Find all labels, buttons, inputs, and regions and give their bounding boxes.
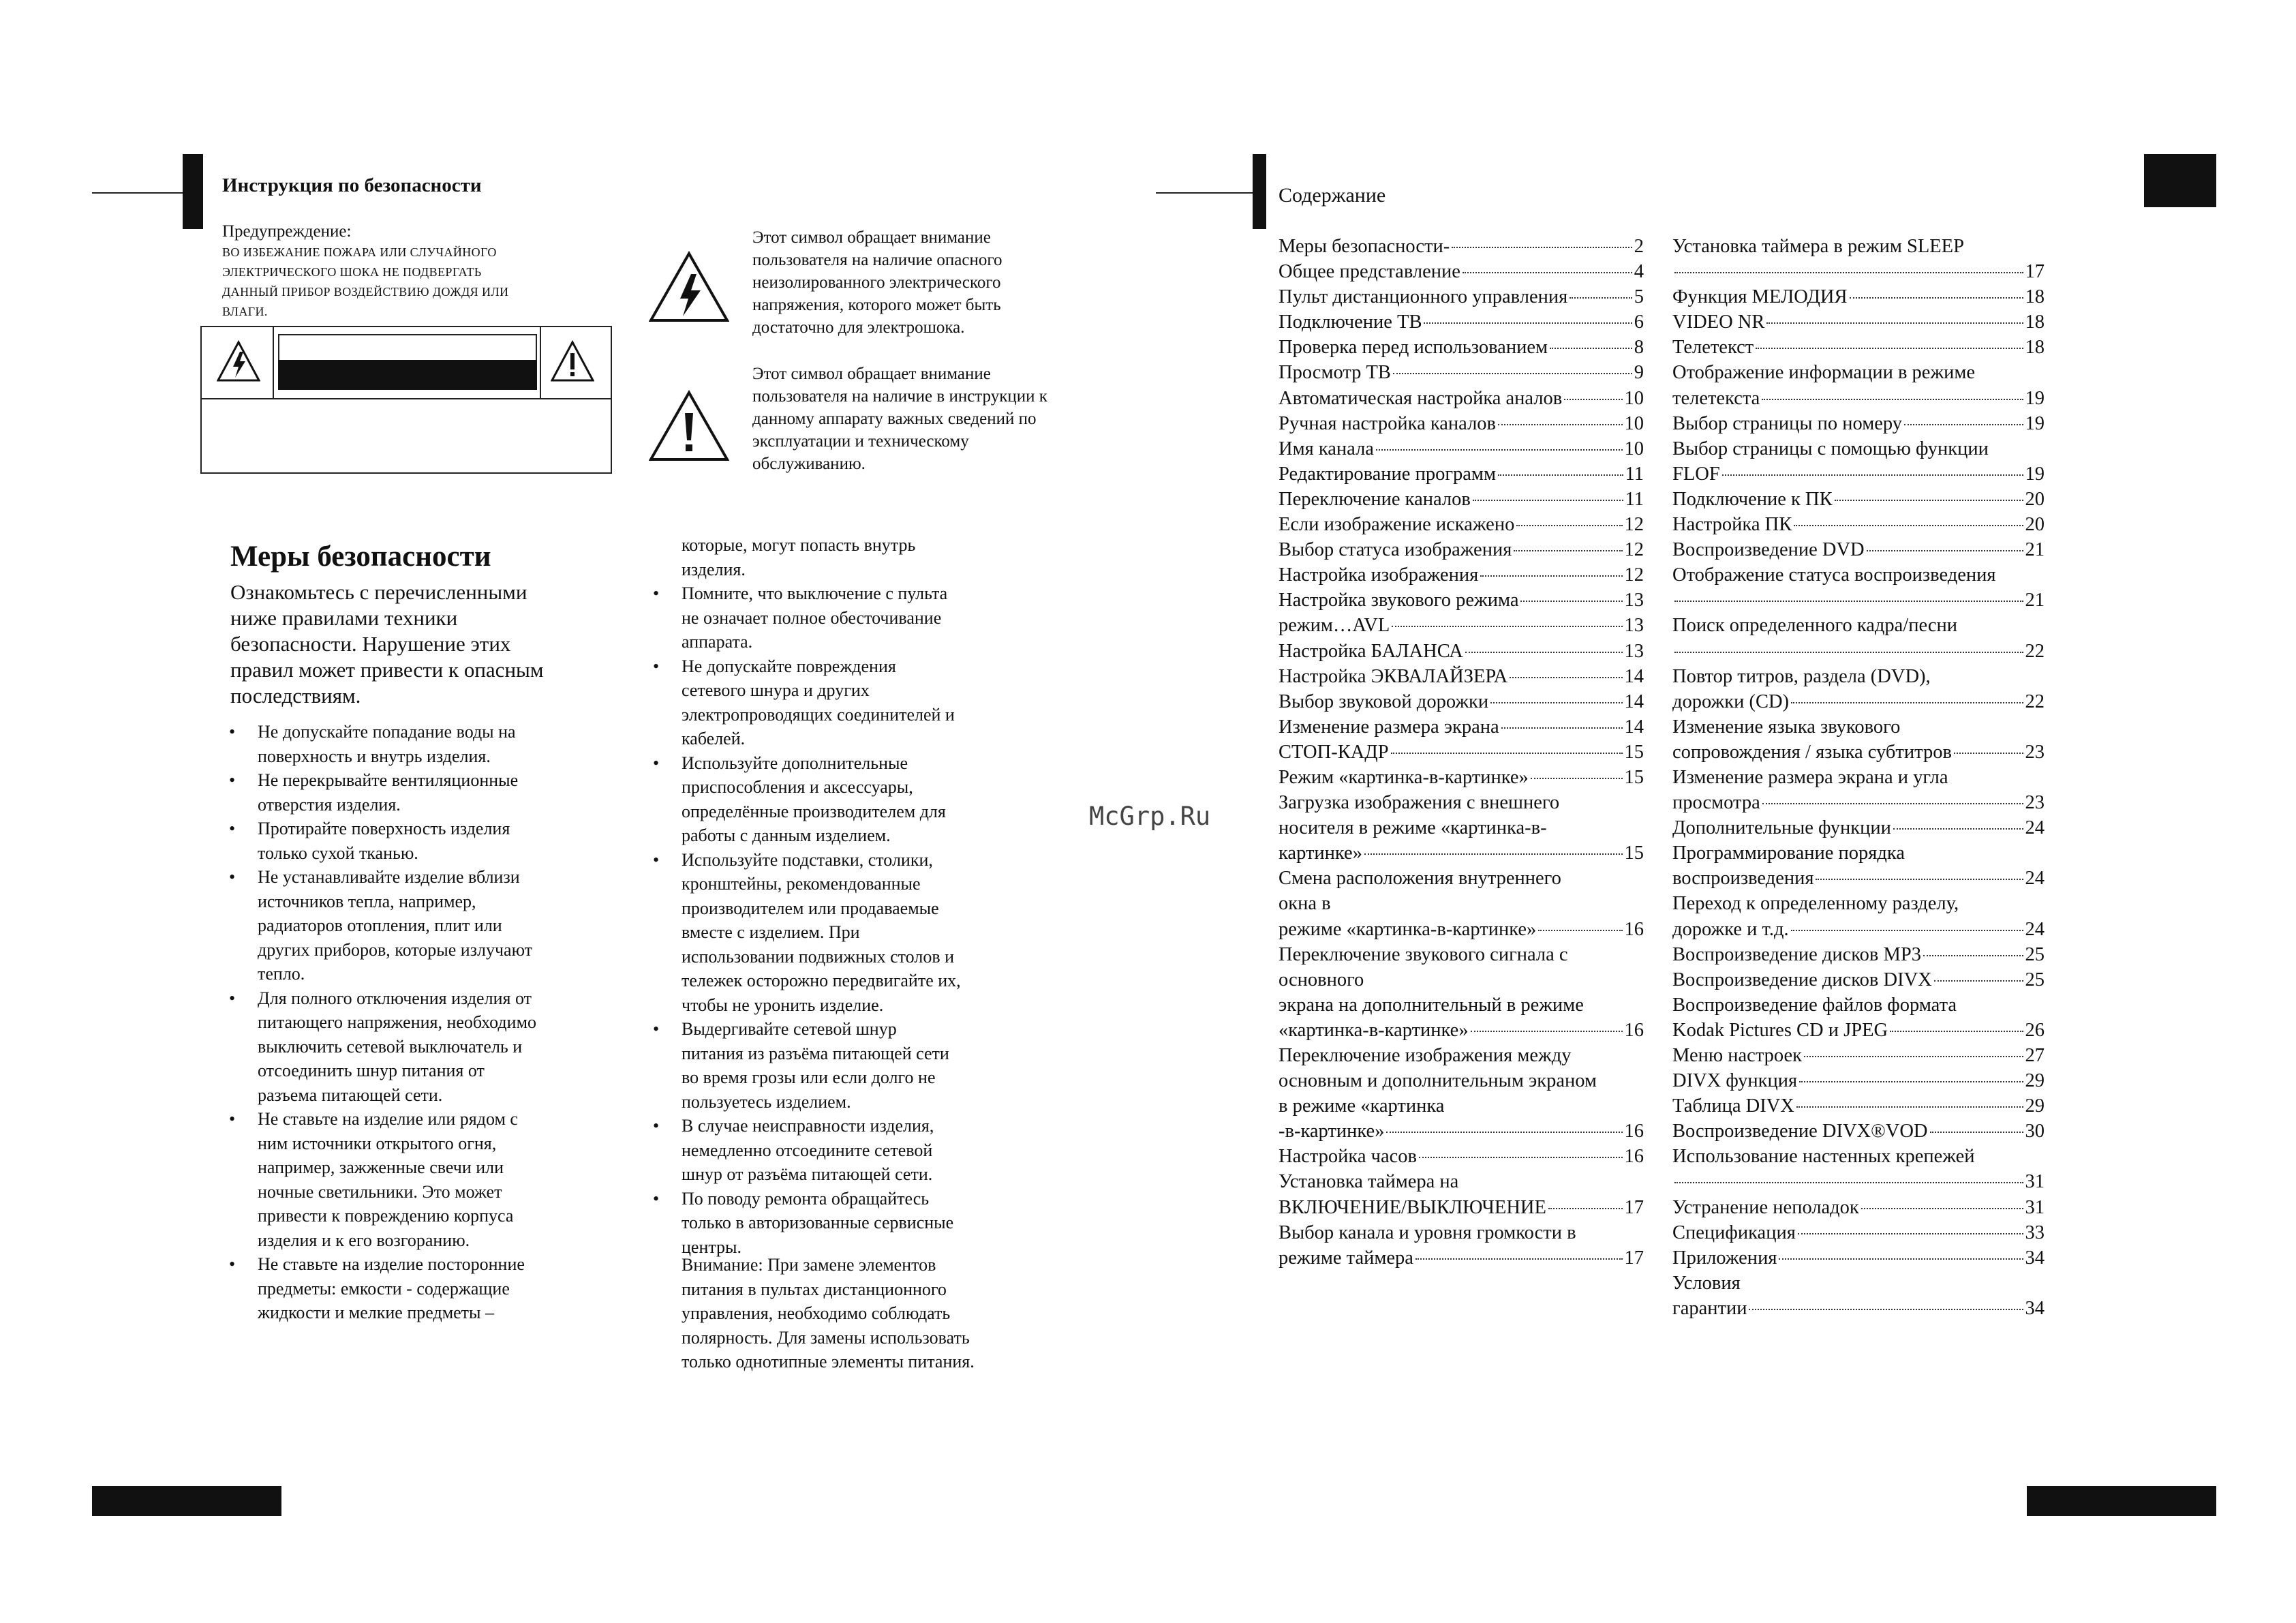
exclamation-symbol-text: Этот символ обращает внимание пользователя на наличие в инструкции к данному аппарату важных сведений по эксплуатации и техническому обслуживанию. <box>752 365 1047 473</box>
toc-entry[interactable] <box>1672 1197 2045 1222</box>
toc-entry[interactable] <box>1279 261 1644 286</box>
toc-entry-page: 19 <box>2025 412 2045 434</box>
header-bar-right <box>1253 154 1266 229</box>
toc-entry-page: 14 <box>1624 716 1644 738</box>
toc-entry[interactable] <box>1279 843 1644 868</box>
safety-bullets-col1 <box>229 720 611 1325</box>
toc-entry[interactable] <box>1279 337 1644 362</box>
toc-leader-dots <box>1762 803 2023 804</box>
toc-entry[interactable] <box>1672 1298 2045 1323</box>
toc-entry-page: 12 <box>1624 514 1644 536</box>
toc-entry-page: 23 <box>2025 792 2045 814</box>
toc-entry[interactable] <box>1672 868 2045 893</box>
toc-leader-dots <box>1867 550 2023 551</box>
toc-text-line: Переключение изображения между <box>1279 1045 1572 1066</box>
toc-leader-dots <box>1674 1182 2023 1183</box>
toc-leader-dots <box>1538 930 1622 931</box>
list-item: • Помните, что выключение с пульта не означает полное обесточивание аппарата. <box>653 581 1048 654</box>
toc-text-line: Отображение информации в режиме <box>1672 362 1976 384</box>
toc-text-line: Повтор титров, раздела (DVD), <box>1672 665 1931 687</box>
toc-entry-label: Переключение каналов <box>1279 488 1471 510</box>
header-rule-right <box>1156 192 1253 194</box>
toc-leader-dots <box>1674 272 2023 273</box>
toc-entry-label: картинке» <box>1279 843 1362 864</box>
toc-entry[interactable] <box>1672 1121 2045 1146</box>
toc-entry-label: Выбор звуковой дорожки <box>1279 691 1489 712</box>
toc-entry[interactable] <box>1672 817 2045 843</box>
toc-leader-dots <box>1393 373 1632 374</box>
toc-entry-page: 16 <box>1624 1019 1644 1041</box>
toc-entry-label: Kodak Pictures CD и JPEG <box>1672 1019 1888 1041</box>
toc-leader-dots <box>1473 500 1623 501</box>
toc-entry[interactable] <box>1672 691 2045 716</box>
toc-text-line: Программирование порядка <box>1672 843 1905 864</box>
corner-tab-right <box>2144 154 2216 207</box>
toc-entry-page: 26 <box>2025 1019 2045 1041</box>
toc-text-line: Использование настенных крепежей <box>1672 1146 1975 1168</box>
toc-text-line: Выбор канала и уровня громкости в <box>1279 1222 1576 1243</box>
toc-entry-label: Проверка перед использованием <box>1279 337 1548 359</box>
toc-entry-page: 19 <box>2025 463 2045 485</box>
toc-entry-page: 12 <box>1624 564 1644 586</box>
toc-entry-page: 25 <box>2025 969 2045 990</box>
toc-leader-dots <box>1791 930 2023 931</box>
toc-entry-label: Воспроизведение DVD <box>1672 539 1865 561</box>
toc-entry-label: Меры безопасности- <box>1279 236 1450 257</box>
toc-entry-page: 10 <box>1624 387 1644 409</box>
toc-entry[interactable] <box>1279 691 1644 716</box>
toc-leader-dots <box>1779 1258 2023 1260</box>
toc-entry-page: 22 <box>2025 640 2045 662</box>
toc-leader-dots <box>1391 753 1623 754</box>
toc-entry-label: Воспроизведение DIVX®VOD <box>1672 1121 1928 1142</box>
toc-entry-label: Настройка звукового режима <box>1279 590 1519 611</box>
toc-entry[interactable] <box>1279 716 1644 742</box>
toc-text-line: основного <box>1279 969 1364 990</box>
toc-entry-page: 15 <box>1624 741 1644 763</box>
toc-leader-dots <box>1550 348 1632 349</box>
toc-entry-page: 29 <box>2025 1070 2045 1092</box>
toc-entry-label: Настройка ПК <box>1672 514 1792 536</box>
toc-entry[interactable] <box>1672 514 2045 539</box>
toc-text-line: в режиме «картинка <box>1279 1095 1445 1117</box>
toc-entry-label: «картинка-в-картинке» <box>1279 1019 1469 1041</box>
toc-entry-page: 29 <box>2025 1095 2045 1117</box>
toc-entry[interactable] <box>1279 1197 1644 1222</box>
toc-text-line: Установка таймера в режим SLEEP <box>1672 236 1964 257</box>
toc-entry-page: 31 <box>2025 1171 2045 1193</box>
toc-entry-page: 2 <box>1634 236 1644 257</box>
toc-entry[interactable] <box>1279 1146 1644 1171</box>
toc-text-line: Переход к определенному разделу, <box>1672 893 1959 915</box>
toc-entry[interactable] <box>1672 1247 2045 1273</box>
toc-entry-page: 11 <box>1625 488 1644 510</box>
toc-entry[interactable] <box>1672 919 2045 944</box>
toc-entry-label: режиме «картинка-в-картинке» <box>1279 918 1537 940</box>
toc-entry-page: 11 <box>1625 463 1644 485</box>
toc-leader-dots <box>1923 955 2023 956</box>
toc-entry-page: 34 <box>2025 1247 2045 1269</box>
toc-entry-page: 9 <box>1634 362 1644 384</box>
toc-text-line: Условия <box>1672 1272 1741 1294</box>
toc-entry-label: Редактирование программ <box>1279 463 1496 485</box>
toc-entry-page: 14 <box>1624 691 1644 712</box>
toc-entry-label: Функция МЕЛОДИЯ <box>1672 286 1848 308</box>
toc-leader-dots <box>1766 322 2023 324</box>
toc-entry-page: 13 <box>1624 640 1644 662</box>
toc-entry-label: DIVX функция <box>1672 1070 1798 1092</box>
toc-entry-label: Пульт дистанционного управления <box>1279 286 1568 308</box>
safety-heading: Меры безопасности <box>230 541 491 573</box>
battery-note: Внимание: При замене элементов питания в пультах дистанционного управления, необходимо соблюдать полярность. Для замены использовать только однотипные элементы питания. <box>682 1255 975 1371</box>
toc-entry-page: 13 <box>1624 590 1644 611</box>
toc-leader-dots <box>1674 601 2023 602</box>
list-item: • Протирайте поверхность изделия только сухой тканью. <box>229 817 611 865</box>
toc-entry-label: Выбор статуса изображения <box>1279 539 1512 561</box>
toc-entry-label: Имя канала <box>1279 438 1374 459</box>
list-item: • По поводу ремонта обращайтесь только в авторизованные сервисные центры. <box>653 1187 1048 1260</box>
warning-black-band <box>278 360 537 390</box>
toc-entry-label: Настройка часов <box>1279 1146 1417 1168</box>
toc-entry-label: сопровождения / языка субтитров <box>1672 741 1952 763</box>
toc-entry[interactable] <box>1672 388 2045 413</box>
list-item: • Выдергивайте сетевой шнур питания из разъёма питающей сети во время грозы или если долго не пользуетесь изделием. <box>653 1017 1048 1114</box>
toc-leader-dots <box>1415 1258 1623 1260</box>
toc-entry-page: 10 <box>1624 412 1644 434</box>
toc-leader-dots <box>1490 702 1622 703</box>
toc-entry-page: 18 <box>2025 286 2045 308</box>
lightning-triangle-icon <box>649 251 729 323</box>
toc-leader-dots <box>1904 424 2023 425</box>
list-item: • Для полного отключения изделия от питающего напряжения, необходимо выключить сетевой выключатель и отсоединить шнур питания от разъема питающей сети. <box>229 986 611 1108</box>
toc-entry-page: 30 <box>2025 1121 2045 1142</box>
safety-col2-continuation: которые, могут попасть внутрь изделия. <box>682 535 916 579</box>
toc-entry[interactable] <box>1672 590 2045 615</box>
toc-entry-label: Меню настроек <box>1672 1045 1802 1066</box>
toc-entry-label: Телетекст <box>1672 337 1754 359</box>
toc-entry[interactable] <box>1279 615 1644 640</box>
toc-text-line: экрана на дополнительный в режиме <box>1279 994 1584 1016</box>
toc-entry[interactable] <box>1672 1222 2045 1247</box>
toc-leader-dots <box>1364 853 1623 855</box>
toc-entry[interactable] <box>1279 1020 1644 1045</box>
toc-leader-dots <box>1791 702 2023 703</box>
toc-entry-label: Настройка БАЛАНСА <box>1279 640 1463 662</box>
toc-leader-dots <box>1816 879 2023 880</box>
toc-entry-page: 17 <box>1624 1247 1644 1269</box>
toc-text-line: Смена расположения внутреннего <box>1279 868 1561 890</box>
toc-entry[interactable] <box>1279 1247 1644 1273</box>
toc-entry-label: Подключение к ПК <box>1672 488 1833 510</box>
toc-entry-label: Устранение неполадок <box>1672 1196 1859 1218</box>
toc-leader-dots <box>1424 322 1632 324</box>
toc-leader-dots <box>1564 399 1622 400</box>
toc-entry[interactable] <box>1672 312 2045 337</box>
toc-entry-label: воспроизведения <box>1672 868 1814 890</box>
toc-entry-page: 16 <box>1624 1146 1644 1168</box>
toc-leader-dots <box>1890 1031 2023 1032</box>
toc-entry-page: 8 <box>1634 337 1644 359</box>
toc-entry-label: Воспроизведение дисков DIVX <box>1672 969 1932 990</box>
toc-title: Содержание <box>1279 184 1386 207</box>
toc-entry-label: Подключение ТВ <box>1279 312 1422 333</box>
toc-entry-page: 12 <box>1624 539 1644 561</box>
toc-text-line: Поиск определенного кадра/песни <box>1672 615 1958 637</box>
toc-entry[interactable] <box>1279 286 1644 312</box>
toc-text-line: Отображение статуса воспроизведения <box>1672 564 1996 586</box>
toc-entry-page: 25 <box>2025 943 2045 965</box>
toc-entry-page: 27 <box>2025 1045 2045 1066</box>
toc-leader-dots <box>1531 778 1623 779</box>
toc-entry-page: 24 <box>2025 817 2045 839</box>
toc-leader-dots <box>1510 677 1622 678</box>
toc-entry[interactable] <box>1279 919 1644 944</box>
toc-column-2 <box>1672 236 2045 1323</box>
toc-entry[interactable] <box>1672 1095 2045 1121</box>
toc-leader-dots <box>1516 525 1622 526</box>
toc-entry[interactable] <box>1279 413 1644 438</box>
toc-leader-dots <box>1463 272 1632 273</box>
footer-bar-right <box>2027 1486 2216 1516</box>
toc-entry-page: 5 <box>1634 286 1644 308</box>
toc-entry-page: 4 <box>1634 261 1644 283</box>
toc-entry[interactable] <box>1672 641 2045 666</box>
toc-entry[interactable] <box>1672 261 2045 286</box>
list-item: • Используйте подставки, столики, кронштейны, рекомендованные производителем или продаваемые вместе с изделием. При использовании подвижных столов и тележек осторожно передвигайте их, чтобы не уронить изделие. <box>653 848 1048 1018</box>
toc-entry-label: просмотра <box>1672 792 1760 814</box>
toc-entry-page: 31 <box>2025 1196 2045 1218</box>
toc-entry-label: Дополнительные функции <box>1672 817 1891 839</box>
toc-entry[interactable] <box>1672 413 2045 438</box>
toc-entry[interactable] <box>1672 539 2045 564</box>
toc-entry-label: Приложения <box>1672 1247 1777 1269</box>
toc-entry[interactable] <box>1672 489 2045 514</box>
toc-entry-label: Спецификация <box>1672 1222 1796 1243</box>
toc-entry-page: 18 <box>2025 312 2045 333</box>
toc-entry-page: 16 <box>1624 1121 1644 1142</box>
safety-bullets-col2 <box>653 581 1048 1259</box>
toc-entry[interactable] <box>1279 590 1644 615</box>
toc-entry-page: 24 <box>2025 918 2045 940</box>
toc-entry[interactable] <box>1672 286 2045 312</box>
toc-entry-page: 6 <box>1634 312 1644 333</box>
header-bar-left <box>183 154 203 229</box>
toc-entry[interactable] <box>1672 1020 2045 1045</box>
toc-entry[interactable] <box>1279 514 1644 539</box>
toc-leader-dots <box>1498 474 1623 476</box>
list-item: • Используйте дополнительные приспособления и аксессуары, определённые производителем для работы с данным изделием. <box>653 751 1048 848</box>
toc-entry[interactable] <box>1672 464 2045 489</box>
toc-text-line: окна в <box>1279 893 1331 915</box>
toc-entry-label: Ручная настройка каналов <box>1279 412 1497 434</box>
toc-leader-dots <box>1386 1132 1622 1133</box>
toc-entry[interactable] <box>1672 742 2045 767</box>
toc-leader-dots <box>1520 601 1622 602</box>
toc-leader-dots <box>1893 828 2023 830</box>
list-item: • Не перекрывайте вентиляционные отверстия изделия. <box>229 768 611 817</box>
toc-entry[interactable] <box>1672 944 2045 969</box>
toc-leader-dots <box>1548 1208 1623 1209</box>
toc-entry-label: режиме таймера <box>1279 1247 1413 1269</box>
toc-leader-dots <box>1480 575 1622 577</box>
toc-leader-dots <box>1471 1031 1623 1032</box>
warning-label-box <box>200 326 612 474</box>
toc-text-line: основным и дополнительным экраном <box>1279 1070 1597 1092</box>
toc-leader-dots <box>1756 348 2023 349</box>
toc-entry[interactable] <box>1672 792 2045 817</box>
toc-leader-dots <box>1762 399 2023 400</box>
toc-entry-page: 21 <box>2025 590 2045 611</box>
toc-text-line: Загрузка изображения с внешнего <box>1279 792 1560 814</box>
toc-entry-label: Выбор страницы по номеру <box>1672 412 1903 434</box>
toc-entry-page: 10 <box>1624 438 1644 459</box>
toc-text-line: Выбор страницы с помощью функции <box>1672 438 1989 459</box>
toc-entry[interactable] <box>1279 641 1644 666</box>
exclamation-triangle-icon <box>551 339 594 383</box>
toc-leader-dots <box>1419 1157 1623 1158</box>
toc-entry-label: режим…AVL <box>1279 615 1390 637</box>
toc-entry-label: Режим «картинка-в-картинке» <box>1279 766 1529 788</box>
toc-leader-dots <box>1465 652 1623 653</box>
toc-entry-page: 15 <box>1624 843 1644 864</box>
toc-entry-label: Настройка ЭКВАЛАЙЗЕРА <box>1279 665 1508 687</box>
toc-leader-dots <box>1930 1132 2023 1133</box>
toc-entry-label: Просмотр ТВ <box>1279 362 1391 384</box>
toc-entry-label: Автоматическая настройка аналов <box>1279 387 1563 409</box>
toc-entry-page: 22 <box>2025 691 2045 712</box>
toc-leader-dots <box>1835 500 2023 501</box>
toc-leader-dots <box>1498 424 1622 425</box>
toc-entry-label: Воспроизведение дисков MP3 <box>1672 943 1921 965</box>
left-header-title: Инструкция по безопасности <box>222 175 482 196</box>
toc-text-line: Изменение размера экрана и угла <box>1672 766 1948 788</box>
list-item: • В случае неисправности изделия, немедленно отсоедините сетевой шнур от разъёма питающей сети. <box>653 1114 1048 1187</box>
toc-text-line: носителя в режиме «картинка-в- <box>1279 817 1547 839</box>
toc-entry-label: дорожки (CD) <box>1672 691 1790 712</box>
footer-bar-left <box>92 1486 281 1516</box>
list-item: • Не допускайте попадание воды на поверхность и внутрь изделия. <box>229 720 611 768</box>
list-item: • Не устанавливайте изделие вблизи источников тепла, например, радиаторов отопления, плит или других приборов, которые излучают тепло. <box>229 865 611 986</box>
toc-entry[interactable] <box>1279 489 1644 514</box>
toc-leader-dots <box>1799 1081 2023 1082</box>
toc-text-line: Установка таймера на <box>1279 1171 1459 1193</box>
toc-entry-label: дорожке и т.д. <box>1672 918 1789 940</box>
toc-leader-dots <box>1794 525 2023 526</box>
toc-entry-page: 17 <box>2025 261 2045 283</box>
toc-leader-dots <box>1850 297 2023 299</box>
toc-entry[interactable] <box>1279 312 1644 337</box>
toc-leader-dots <box>1804 1056 2023 1057</box>
toc-leader-dots <box>1954 753 2023 754</box>
toc-entry[interactable] <box>1672 1070 2045 1095</box>
toc-entry-label: VIDEO NR <box>1672 312 1765 333</box>
toc-entry-label: Изменение размера экрана <box>1279 716 1499 738</box>
warning-label: Предупреждение: <box>222 222 352 241</box>
toc-entry-page: 14 <box>1624 665 1644 687</box>
toc-entry[interactable] <box>1279 464 1644 489</box>
exclamation-triangle-icon <box>649 390 729 462</box>
toc-entry-label: Таблица DIVX <box>1672 1095 1794 1117</box>
toc-leader-dots <box>1722 474 2023 476</box>
safety-intro: Ознакомьтесь с перечисленными ниже правилами техники безопасности. Нарушение этих правил может привести к опасным последствиям. <box>230 580 544 708</box>
toc-leader-dots <box>1514 550 1622 551</box>
toc-entry[interactable] <box>1279 564 1644 590</box>
toc-text-line: Изменение языка звукового <box>1672 716 1901 738</box>
toc-entry-page: 19 <box>2025 387 2045 409</box>
toc-entry-page: 13 <box>1624 615 1644 637</box>
toc-entry-page: 20 <box>2025 514 2045 536</box>
list-item: • Не допускайте повреждения сетевого шнура и других электропроводящих соединителей и кабелей. <box>653 654 1048 751</box>
toc-entry[interactable] <box>1672 1045 2045 1070</box>
toc-entry-page: 16 <box>1624 918 1644 940</box>
toc-entry-page: 17 <box>1624 1196 1644 1218</box>
toc-leader-dots <box>1501 727 1623 729</box>
toc-entry[interactable] <box>1279 362 1644 387</box>
toc-leader-dots <box>1749 1309 2023 1310</box>
toc-entry-label: Если изображение искажено <box>1279 514 1515 536</box>
toc-entry-page: 33 <box>2025 1222 2045 1243</box>
toc-entry-label: Настройка изображения <box>1279 564 1479 586</box>
toc-entry-page: 18 <box>2025 337 2045 359</box>
toc-entry[interactable] <box>1279 767 1644 792</box>
list-item: • Не ставьте на изделие посторонние предметы: емкости - содержащие жидкости и мелкие предметы – <box>229 1252 611 1325</box>
header-rule-left <box>92 192 185 194</box>
toc-leader-dots <box>1798 1233 2023 1234</box>
toc-entry[interactable] <box>1279 742 1644 767</box>
toc-column-1 <box>1279 236 1644 1273</box>
toc-entry-page: 21 <box>2025 539 2045 561</box>
toc-entry[interactable] <box>1279 438 1644 464</box>
toc-entry-page: 20 <box>2025 488 2045 510</box>
toc-entry[interactable] <box>1672 337 2045 362</box>
toc-leader-dots <box>1392 626 1622 627</box>
toc-entry-label: СТОП-КАДР <box>1279 741 1389 763</box>
toc-entry[interactable] <box>1279 388 1644 413</box>
toc-entry-label: FLOF <box>1672 463 1720 485</box>
toc-entry-label: телетекста <box>1672 387 1760 409</box>
warning-caps-text: ВО ИЗБЕЖАНИЕ ПОЖАРА ИЛИ СЛУЧАЙНОГО ЭЛЕКТРИЧЕСКОГО ШОКА НЕ ПОДВЕРГАТЬ ДАННЫЙ ПРИБОР ВОЗДЕЙСТВИЮ ДОЖДЯ ИЛИ ВЛАГИ. <box>222 245 509 318</box>
lightning-symbol-text: Этот символ обращает внимание пользователя на наличие опасного неизолированного электрического напряжения, которого может быть достаточно для электрошока. <box>752 228 1002 337</box>
list-item: • Не ставьте на изделие или рядом с ним источники открытого огня, например, зажженные свечи или ночные светильники. Это может привести к повреждению корпуса изделия и к его возгоранию. <box>229 1107 611 1252</box>
toc-entry-page: 23 <box>2025 741 2045 763</box>
toc-entry-page: 34 <box>2025 1297 2045 1319</box>
toc-text-line: Воспроизведение файлов формата <box>1672 994 1957 1016</box>
toc-entry-label: Общее представление <box>1279 261 1460 283</box>
toc-entry[interactable] <box>1279 666 1644 691</box>
toc-entry-page: 15 <box>1624 766 1644 788</box>
toc-leader-dots <box>1861 1208 2023 1209</box>
toc-entry[interactable] <box>1279 539 1644 564</box>
toc-leader-dots <box>1796 1106 2023 1108</box>
toc-leader-dots <box>1570 297 1632 299</box>
toc-entry[interactable] <box>1672 1171 2045 1196</box>
toc-entry-page: 24 <box>2025 868 2045 890</box>
toc-entry[interactable] <box>1279 236 1644 261</box>
watermark: McGrp.Ru <box>1089 802 1211 831</box>
toc-text-line: Переключение звукового сигнала с <box>1279 943 1568 965</box>
toc-entry-label: ВКЛЮЧЕНИЕ/ВЫКЛЮЧЕНИЕ <box>1279 1196 1546 1218</box>
toc-leader-dots <box>1674 652 2023 653</box>
toc-entry[interactable] <box>1672 969 2045 995</box>
toc-entry-label: -в-картинке» <box>1279 1121 1385 1142</box>
toc-entry-label: гарантии <box>1672 1297 1747 1319</box>
toc-entry[interactable] <box>1279 1121 1644 1146</box>
toc-leader-dots <box>1376 449 1623 451</box>
toc-leader-dots <box>1934 980 2023 982</box>
lightning-triangle-icon <box>217 339 260 383</box>
toc-leader-dots <box>1452 247 1632 248</box>
